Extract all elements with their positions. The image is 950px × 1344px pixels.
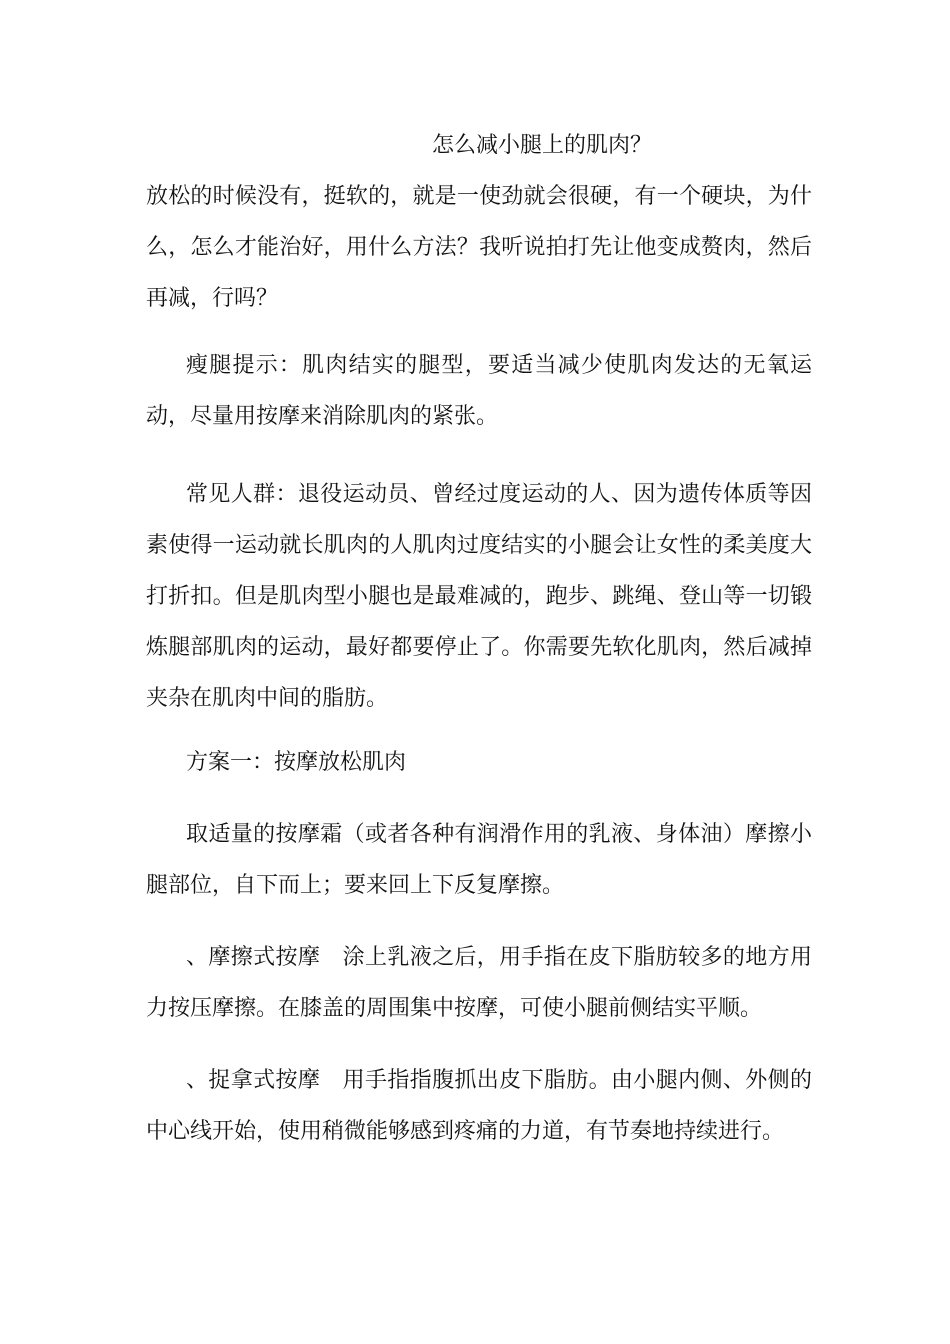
paragraph-friction-massage: 、摩擦式按摩 涂上乳液之后，用手指在皮下脂肪较多的地方用力按压摩擦。在膝盖的周围集中按摩，可使小腿前侧结实平顺。 — [146, 945, 812, 1021]
paragraph-massage-cream: 取适量的按摩霜（或者各种有润滑作用的乳液、身体油）摩擦小腿部位，自下而上；要来回上下反复摩擦。 — [146, 822, 812, 898]
paragraph-question: 放松的时候没有，挺软的，就是一使劲就会很硬，有一个硬块，为什么，怎么才能治好，用什么方法？我听说拍打先让他变成赘肉，然后再减，行吗？ — [146, 184, 812, 311]
paragraph-grasp-massage: 、捉拿式按摩 用手指指腹抓出皮下脂肪。由小腿内侧、外侧的中心线开始，使用稍微能够感到疼痛的力道，有节奏地持续进行。 — [146, 1068, 812, 1144]
paragraph-common-groups: 常见人群：退役运动员、曾经过度运动的人、因为遗传体质等因素使得一运动就长肌肉的人肌肉过度结实的小腿会让女性的柔美度大打折扣。但是肌肉型小腿也是最难减的，跑步、跳绳、登山等一切锻炼腿部肌肉的运动，最好都要停止了。你需要先软化肌肉，然后减掉夹杂在肌肉中间的脂肪。 — [146, 482, 812, 711]
paragraph-tip: 瘦腿提示：肌肉结实的腿型，要适当减少使肌肉发达的无氧运动，尽量用按摩来消除肌肉的紧张。 — [146, 353, 812, 429]
paragraph-plan-one-heading: 方案一：按摩放松肌肉 — [186, 750, 407, 775]
document-title: 怎么减小腿上的肌肉？ — [432, 133, 653, 158]
